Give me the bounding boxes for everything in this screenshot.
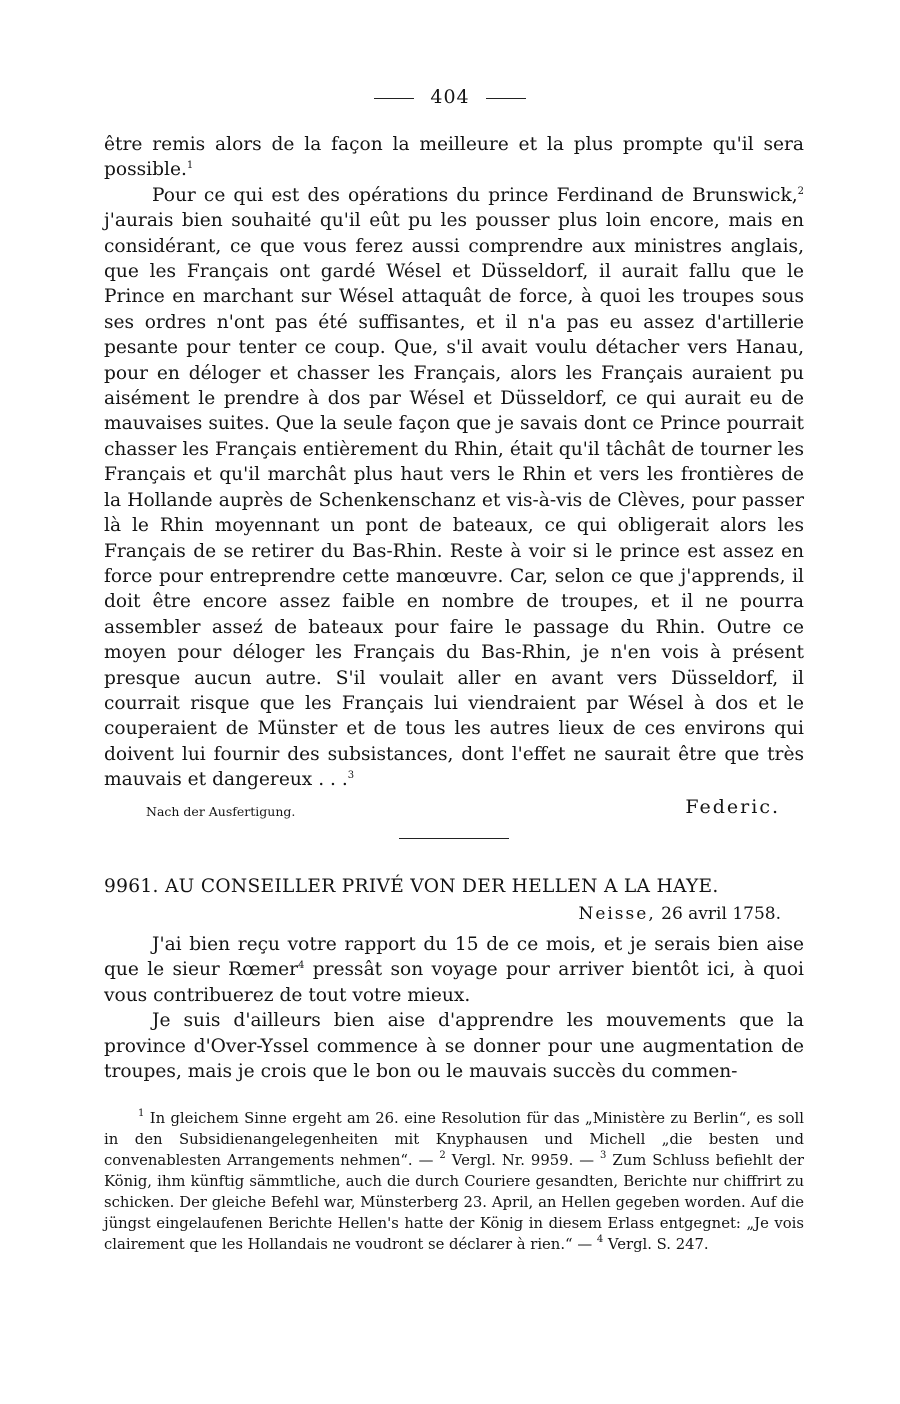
footnote-mark: 4 — [596, 1234, 604, 1245]
paragraph-text: J'ai bien reçu votre rapport du 15 de ce mois, et je serais bien aise que le sieur Rœmer — [104, 934, 804, 981]
footnote-text: Vergl. S. 247. — [603, 1236, 709, 1253]
header-dash-left — [374, 98, 414, 99]
signature: Federic. — [685, 796, 780, 818]
paragraph-text: Je suis d'ailleurs bien aise d'apprendre les mouvements que la province d'Over-Yssel commence à se donner pour une augmentation de troupes, mais je crois que le bon ou le mauvais succès du commen- — [104, 1010, 804, 1083]
letter-body — [104, 932, 804, 1084]
paragraph — [104, 132, 804, 183]
footnote-block — [104, 1108, 804, 1255]
paragraph — [104, 1008, 804, 1084]
footnote-ref[interactable]: 4 — [298, 960, 305, 972]
paragraph-text: Pour ce qui est des opérations du prince Ferdinand de Brunswick, — [152, 184, 798, 206]
footnote-ref[interactable]: 2 — [797, 185, 804, 197]
footnote-ref[interactable]: 3 — [347, 770, 355, 782]
header-dash-right — [486, 98, 526, 99]
dateline — [104, 904, 781, 924]
paragraph-text: j'aurais bien souhaité qu'il eût pu les pousser plus loin encore, mais en considérant, ce que vous ferez aussi comprendre aux ministres anglais, que les Français ont gardé Wésel et Düsseldorf, il aurait fallu que le Prince en marchant sur Wésel attaquât de force, à quoi les troupes sous ses ordres n'ont pas été suffisantes, et il n'a pas eu assez d'artillerie pesante pour tenter ce coup. Que, s'il avait voulu détacher vers Hanau, pour en déloger et chasser les Français, alors les Français auraient pu aisément le prendre à dos par Wésel et Düsseldorf, ce qui aurait eu de mauvaises suites. Que la seule façon que je savais dont ce Prince pourrait chasser les Français entièrement du Rhin, était qu'il tâchât de tourner les Français et qu'il marchât plus haut vers le Rhin et vers les frontières de la Hollande auprès de Schenkenschanz et vis-à-vis de Clèves, pour passer là le Rhin moyennant un pont de bateaux, ce qui obligerait alors les Français de se retirer du Bas-Rhin. Reste à voir si le prince est assez en force pour entreprendre cette manœuvre. Car, selon ce que j'apprends, il doit être encore assez faible en nombre de troupes, et il ne pourra assembler asseź de bateaux pour faire le passage du Rhin. Outre ce moyen pour déloger les Français du Bas-Rhin, je n'en vois à présent presque aucun autre. S'il voulait aller en avant vers Düsseldorf, il courrait risque que les Français lui viendraient par Wésel à dos et le couperaient de Münster et de tous les autres lieux de ces environs qui doivent lui fournir des subsistances, dont l'effet ne saurait être que très mauvais et dangereux . . . — [104, 210, 804, 791]
footnote-text: Vergl. Nr. 9959. — — [445, 1152, 601, 1169]
section-divider — [399, 838, 509, 839]
footnotes — [104, 1108, 804, 1255]
footnote-ref[interactable]: 1 — [186, 160, 194, 172]
page-number: 404 — [430, 86, 470, 108]
letter-heading: 9961. AU CONSEILLER PRIVÉ VON DER HELLEN A LA HAYE. — [104, 876, 719, 897]
footnote-mark: 2 — [439, 1150, 446, 1161]
place: Neisse, — [578, 904, 656, 924]
footnote-mark: 1 — [138, 1108, 145, 1119]
page-header — [0, 86, 900, 108]
date: 26 avril 1758. — [655, 904, 781, 924]
paragraph — [104, 932, 804, 1008]
footnote-text: In gleichem Sinne ergeht am 26. eine Resolution für das „Ministère zu Berlin“, es soll in den Subsidienangelegenheiten mit Knyphausen und Michell „die besten und convenablesten Arrangements nehmen“. — — [104, 1110, 804, 1169]
footnote-text: Zum Schluss befiehlt der König, ihm künftig sämmtliche, auch die durch Couriere gesandten, Berichte nur chiffrirt zu schicken. Der gleiche Befehl war, Münsterberg 23. April, an Hellen gegeben worden. Auf die jüngst eingelaufenen Berichte Hellen's hatte der König in diesem Erlass entgegnet: „Je vois clairement que les Hollandais ne voudront se déclarer à rien.“ — — [104, 1152, 804, 1253]
letter-continuation — [104, 132, 804, 793]
paragraph-text: pressât son voyage pour arriver bientôt ici, à quoi vous contribuerez de tout votre mieux. — [104, 959, 804, 1006]
source-note: Nach der Ausfertigung. — [146, 804, 296, 819]
paragraph — [104, 183, 804, 793]
footnote-mark: 3 — [600, 1150, 607, 1161]
paragraph-text: être remis alors de la façon la meilleure et la plus prompte qu'il sera possible. — [104, 134, 804, 181]
